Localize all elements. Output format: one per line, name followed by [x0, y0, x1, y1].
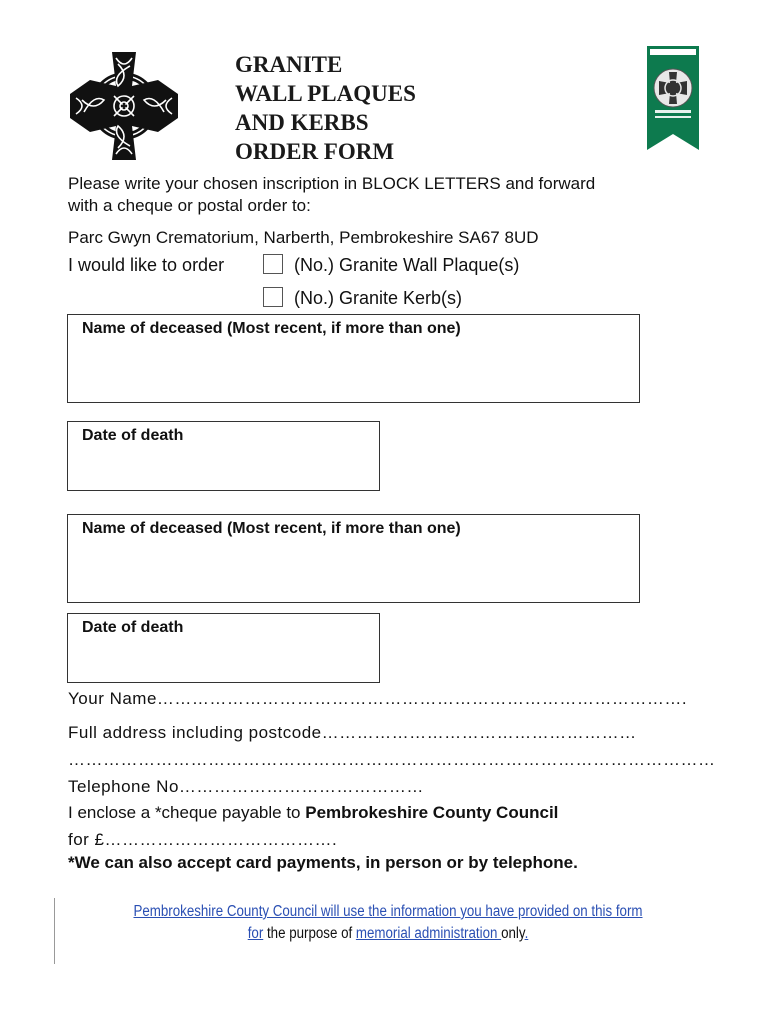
privacy-text-mid: the purpose of	[263, 925, 356, 942]
privacy-link-for[interactable]: for	[247, 925, 264, 942]
card-payment-note: *We can also accept card payments, in person or by telephone.	[68, 853, 578, 872]
crematorium-address: Parc Gwyn Crematorium, Narberth, Pembrokeshire SA67 8UD	[68, 228, 539, 247]
margin-divider	[54, 898, 55, 964]
deceased-name-field-1[interactable]	[67, 314, 640, 403]
date-of-death-label-1: Date of death	[82, 427, 184, 444]
kerb-label: (No.) Granite Kerb(s)	[294, 288, 463, 308]
privacy-notice	[113, 901, 663, 945]
payee-name: Pembrokeshire County Council	[305, 803, 559, 822]
date-of-death-field-2[interactable]	[67, 613, 380, 683]
date-of-death-field-1[interactable]	[67, 421, 380, 491]
title-line-3: AND KERBS	[235, 110, 369, 135]
telephone-line[interactable]: Telephone No……………………………………	[68, 777, 424, 796]
plaque-quantity-box[interactable]	[263, 254, 283, 274]
celtic-cross-logo-icon	[68, 50, 180, 162]
your-name-line[interactable]: Your Name……………………………………………………………………………….	[68, 689, 688, 708]
privacy-link-memorial[interactable]: memorial administration	[355, 925, 502, 942]
title-line-2: WALL PLAQUES	[235, 81, 416, 106]
kerb-quantity-box[interactable]	[263, 287, 283, 307]
address-continuation-line[interactable]: …………………………………………………………………………………………………	[68, 750, 716, 769]
privacy-link-dot[interactable]: .	[524, 925, 529, 942]
title-line-1: GRANITE	[235, 52, 343, 77]
deceased-name-field-2[interactable]	[67, 514, 640, 603]
enclose-line	[68, 802, 558, 823]
deceased-name-label-1: Name of deceased (Most recent, if more than one)	[82, 320, 461, 337]
council-badge-icon	[647, 46, 699, 150]
form-title	[235, 50, 416, 166]
privacy-link-line-1[interactable]: Pembrokeshire County Council will use the information you have provided on this form	[133, 903, 643, 920]
date-of-death-label-2: Date of death	[82, 619, 184, 636]
intro-line-1: Please write your chosen inscription in BLOCK LETTERS and forward	[68, 174, 596, 193]
plaque-label: (No.) Granite Wall Plaque(s)	[294, 255, 520, 275]
title-line-4: ORDER FORM	[235, 139, 395, 164]
order-prefix: I would like to order	[68, 255, 225, 275]
deceased-name-label-2: Name of deceased (Most recent, if more than one)	[82, 520, 461, 537]
privacy-text-end: only	[501, 925, 525, 942]
amount-line[interactable]: for £………………………………….	[68, 830, 338, 849]
full-address-line[interactable]: Full address including postcode………………………………………………	[68, 723, 637, 742]
enclose-prefix: I enclose a *cheque payable to	[68, 803, 306, 822]
intro-line-2: with a cheque or postal order to:	[68, 196, 311, 215]
